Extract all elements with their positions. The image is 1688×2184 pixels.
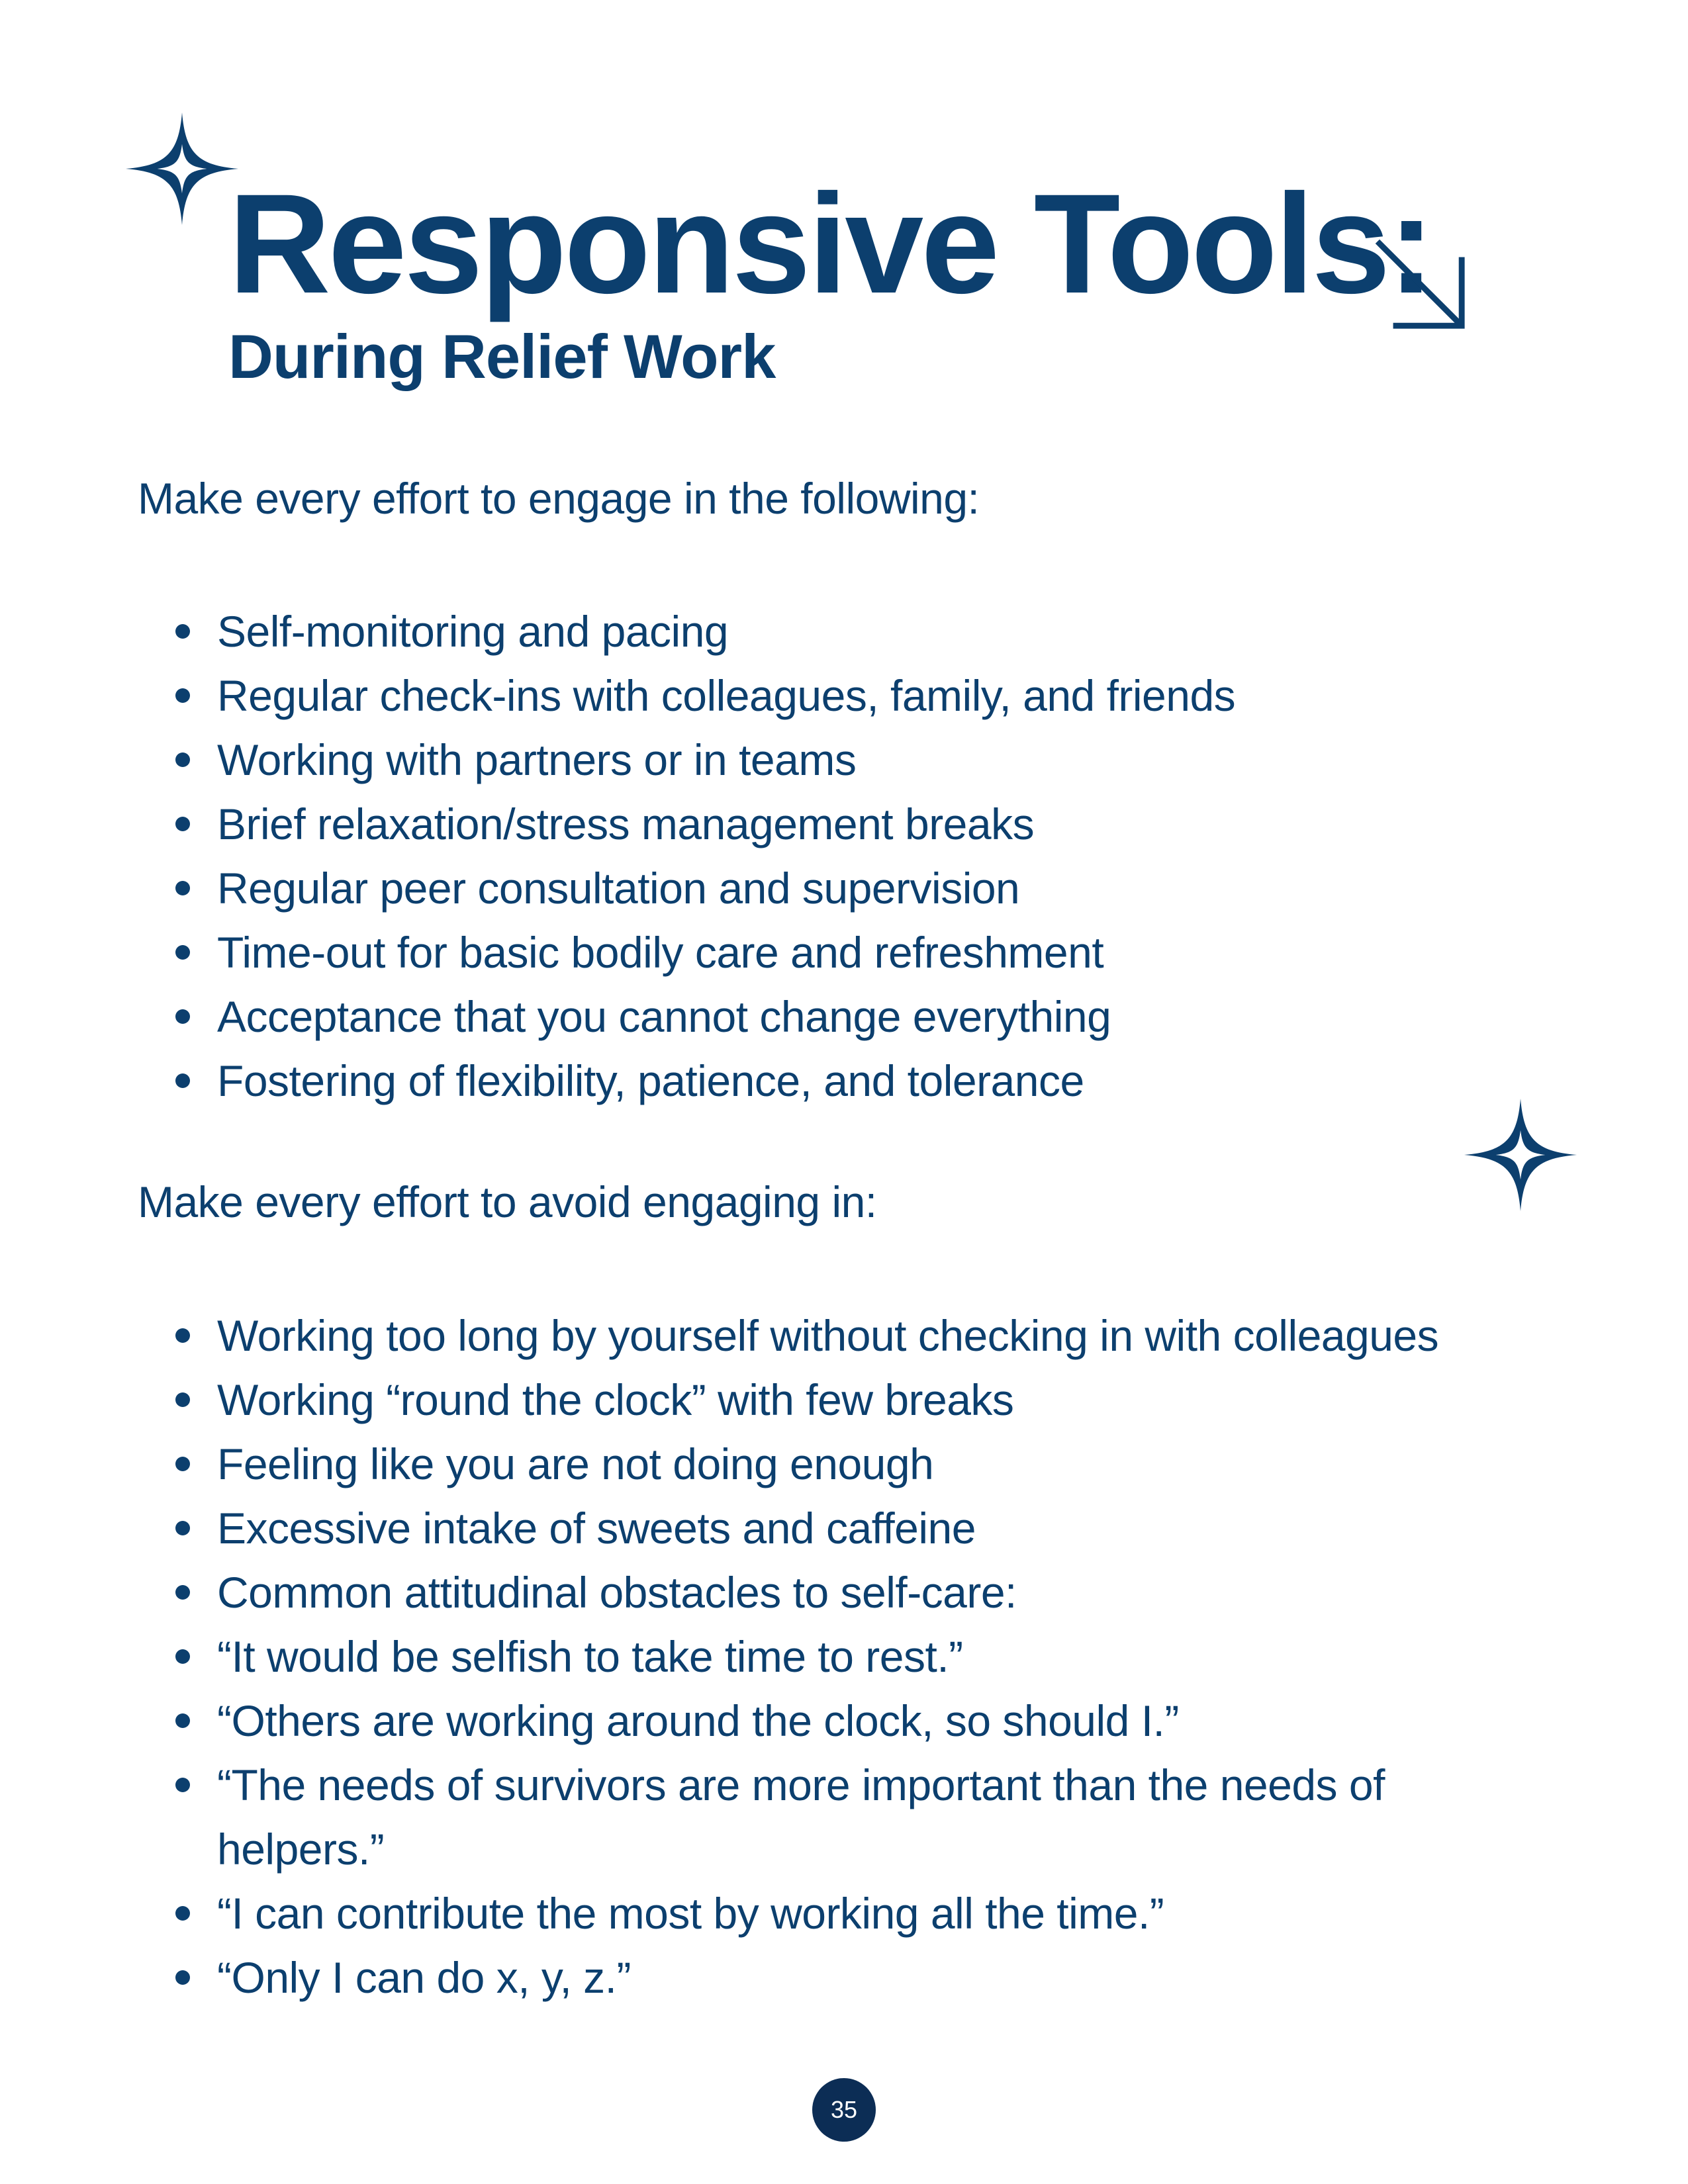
list-item bbox=[0, 1882, 1475, 1946]
page-subtitle: During Relief Work bbox=[228, 322, 776, 391]
list-item-text: Regular peer consultation and supervision bbox=[217, 864, 1020, 913]
list-item-text: Regular check-ins with colleagues, family, and friends bbox=[217, 671, 1236, 720]
list-item bbox=[0, 1368, 1475, 1432]
list-item-text: Time-out for basic bodily care and refreshment bbox=[217, 928, 1104, 977]
bullet-icon bbox=[175, 817, 190, 831]
page-title: Responsive Tools: bbox=[228, 165, 1432, 323]
list-item bbox=[0, 1432, 1475, 1496]
list-item bbox=[0, 792, 1475, 856]
list-item bbox=[0, 1946, 1475, 2010]
list-item bbox=[0, 985, 1475, 1049]
bullet-icon bbox=[175, 624, 190, 639]
list-item bbox=[0, 728, 1475, 792]
list-item-text: Working “round the clock” with few breaks bbox=[217, 1375, 1014, 1424]
list-item bbox=[0, 1689, 1475, 1753]
list-item-text: Excessive intake of sweets and caffeine bbox=[217, 1504, 976, 1553]
bullet-icon bbox=[175, 881, 190, 895]
list-item bbox=[0, 600, 1475, 664]
list-item bbox=[0, 664, 1475, 728]
list-item bbox=[0, 856, 1475, 921]
sparkle-icon bbox=[1464, 1099, 1577, 1211]
bullet-icon bbox=[175, 688, 190, 703]
bullet-icon bbox=[175, 1906, 190, 1921]
bullet-icon bbox=[175, 1009, 190, 1024]
list-item-text: “Others are working around the clock, so should I.” bbox=[217, 1696, 1179, 1745]
list-item-text: Working with partners or in teams bbox=[217, 735, 857, 784]
bullet-icon bbox=[175, 1457, 190, 1471]
bullet-icon bbox=[175, 1649, 190, 1664]
list-item-text: Fostering of flexibility, patience, and tolerance bbox=[217, 1056, 1084, 1105]
bullet-icon bbox=[175, 1073, 190, 1088]
list-item-text: Brief relaxation/stress management breaks bbox=[217, 799, 1035, 848]
list-item bbox=[0, 921, 1475, 985]
engage-intro: Make every effort to engage in the following: bbox=[138, 474, 980, 523]
list-item bbox=[0, 1496, 1475, 1561]
bullet-icon bbox=[175, 1778, 190, 1792]
sparkle-icon bbox=[126, 113, 238, 225]
arrow-down-right-icon bbox=[1372, 236, 1470, 334]
list-item-text: Feeling like you are not doing enough bbox=[217, 1439, 934, 1488]
engage-list bbox=[0, 600, 1475, 1113]
list-item-text: “I can contribute the most by working all the time.” bbox=[217, 1889, 1164, 1938]
list-item-text: “Only I can do x, y, z.” bbox=[217, 1953, 631, 2002]
list-item bbox=[0, 1625, 1475, 1689]
page-number-badge: 35 bbox=[812, 2078, 876, 2142]
list-item-text: Acceptance that you cannot change everything bbox=[217, 992, 1111, 1041]
bullet-icon bbox=[175, 1392, 190, 1407]
list-item-text: “The needs of survivors are more important than the needs of helpers.” bbox=[217, 1760, 1385, 1874]
avoid-list bbox=[0, 1304, 1475, 2010]
bullet-icon bbox=[175, 1585, 190, 1600]
bullet-icon bbox=[175, 1713, 190, 1728]
avoid-intro: Make every effort to avoid engaging in: bbox=[138, 1177, 877, 1226]
list-item bbox=[0, 1049, 1475, 1113]
list-item-text: Working too long by yourself without checking in with colleagues bbox=[217, 1311, 1439, 1360]
bullet-icon bbox=[175, 1521, 190, 1535]
bullet-icon bbox=[175, 945, 190, 960]
list-item-text: Common attitudinal obstacles to self-care: bbox=[217, 1568, 1017, 1617]
list-item-text: Self-monitoring and pacing bbox=[217, 607, 729, 656]
list-item bbox=[0, 1304, 1475, 1368]
bullet-icon bbox=[175, 1328, 190, 1343]
bullet-icon bbox=[175, 1970, 190, 1985]
list-item bbox=[0, 1561, 1475, 1625]
bullet-icon bbox=[175, 752, 190, 767]
list-item-text: “It would be selfish to take time to rest.” bbox=[217, 1632, 963, 1681]
list-item bbox=[0, 1753, 1475, 1882]
